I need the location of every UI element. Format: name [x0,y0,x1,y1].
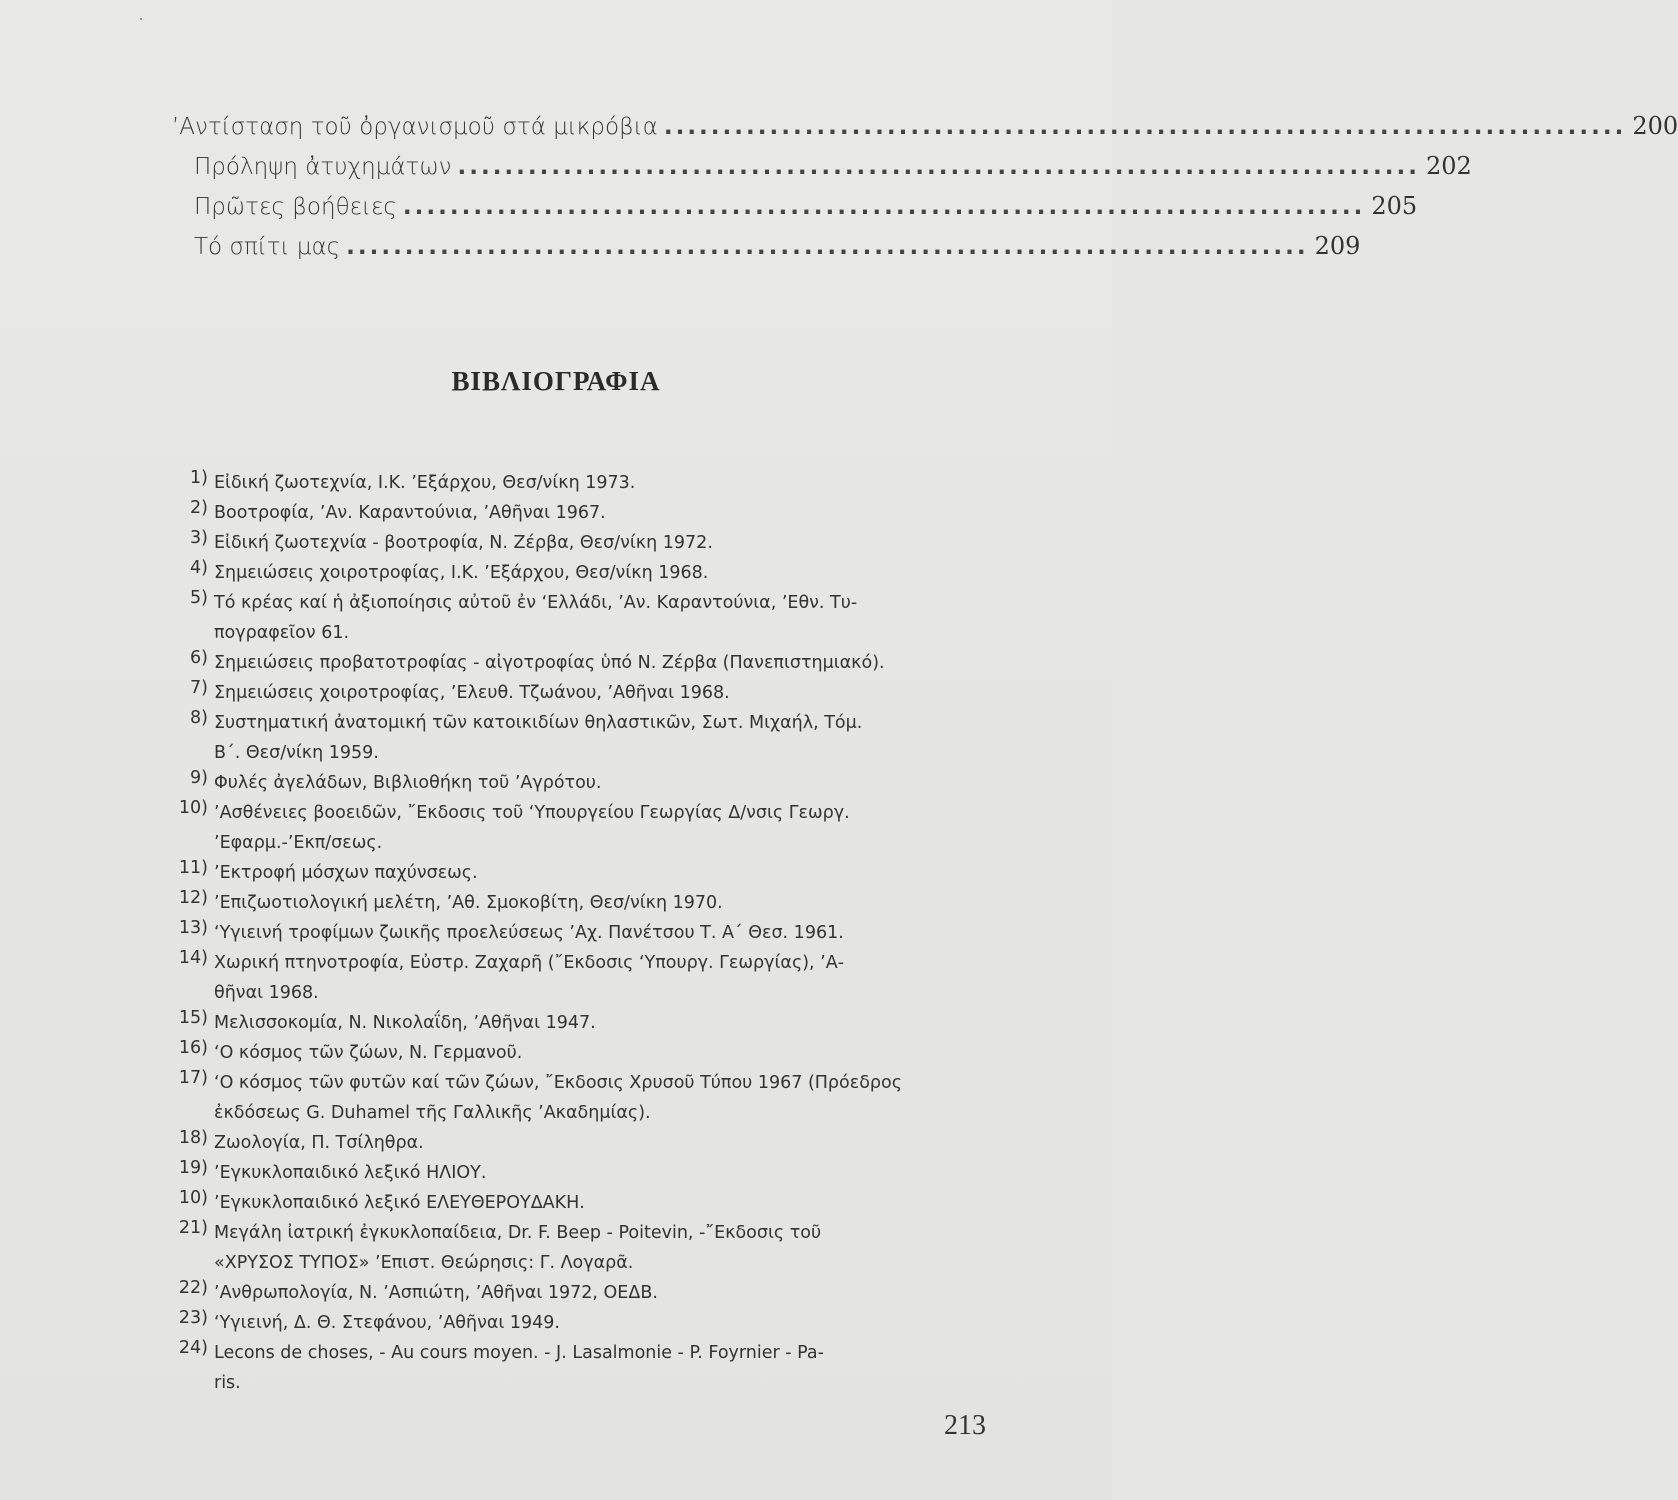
bibliography-entry-text [214,1278,998,1308]
bibliography-entry-line: Lecons de choses, - Au cours moyen. - J. Lasalmonie - P. Foyrnier - Pa- [214,1343,824,1363]
bibliography-entry [118,1068,998,1128]
bibliography-entry-number: 1) [190,468,208,488]
bibliography-entry-line: ‘Ο κόσμος τῶν ζώων, Ν. Γερμανοῦ. [214,1043,523,1063]
toc-entry-page: 202 [1425,152,1472,180]
bibliography-entry [118,1158,998,1188]
bibliography-entry [118,648,998,678]
bibliography-entry [118,678,998,708]
bibliography-entry-number: 17) [178,1068,208,1088]
bibliography-entry-line: ‘Ο κόσμος τῶν φυτῶν καί τῶν ζώων, ῎Εκδοσις Χρυσοῦ Τύπου 1967 (Πρόεδρος [214,1073,902,1093]
toc-leader-dots: .................................................................................. [346,234,1309,260]
bibliography-entry-line: Συστηματική ἀνατομική τῶν κατοικιδίων θηλαστικῶν, Σωτ. Μιχαήλ, Τόμ. [214,713,863,733]
bibliography-entry-line: Ζωολογία, Π. Τσίληθρα. [214,1133,424,1153]
bibliography-entry [118,498,998,528]
bibliography-entry-line: ’Εφαρμ.-’Εκπ/σεως. [214,833,383,853]
bibliography-entry-text [214,1128,998,1158]
bibliography-entry [118,528,998,558]
bibliography-entry-line: πογραφεῖον 61. [214,623,350,643]
bibliography-entry [118,1338,998,1398]
bibliography-entry [118,588,998,648]
bibliography-entry-text [214,558,998,588]
bibliography-entry-line: ’Ανθρωπολογία, Ν. ’Ασπιώτη, ’Αθῆναι 1972, ΟΕΔΒ. [214,1283,658,1303]
bibliography-entry [118,1218,998,1278]
bibliography-entry-line: Βοοτροφία, ’Αν. Καραντούνια, ’Αθῆναι 1967. [214,503,606,523]
bibliography-entry [118,1038,998,1068]
bibliography-entry-text [214,528,998,558]
bibliography-entry-line: θῆναι 1968. [214,983,319,1003]
bibliography-entry-line: Σημειώσεις χοιροτροφίας, Ι.Κ. ’Εξάρχου, Θεσ/νίκη 1968. [214,563,709,583]
bibliography-entry-line: ris. [214,1373,241,1393]
bibliography-entry [118,858,998,888]
bibliography-entry-text [214,708,998,768]
bibliography-entry-line: Μεγάλη ἰατρική ἐγκυκλοπαίδεια, Dr. F. Beep - Poitevin, -῎Εκδοσις τοῦ [214,1223,822,1243]
toc-entry-title: Πρῶτες βοήθειες [194,194,397,220]
table-of-contents [172,112,1678,272]
bibliography-entry-text [214,948,998,1008]
bibliography-entry [118,468,998,498]
bibliography-entry-text [214,1308,998,1338]
bibliography-entry-line: ἐκδόσεως G. Duhamel τῆς Γαλλικῆς ’Ακαδημίας). [214,1103,651,1123]
bibliography-entry-text [214,768,998,798]
bibliography-entry-text [214,1038,998,1068]
bibliography-entry-number: 15) [178,1008,208,1028]
toc-entry-title: Τό σπίτι μας [194,234,341,260]
toc-entry-page: 205 [1371,192,1418,220]
bibliography-entry-number: 13) [178,918,208,938]
bibliography-entry-number: 4) [190,558,208,578]
bibliography-entry [118,918,998,948]
toc-entry-title: Πρόληψη ἀτυχημάτων [194,154,452,180]
bibliography-entry-number: 22) [178,1278,208,1298]
bibliography-entry-text [214,1068,998,1128]
bibliography-entry-number: 19) [178,1158,208,1178]
toc-entry [172,232,1361,272]
bibliography-entry-number: 11) [178,858,208,878]
bibliography-entry-text [214,858,998,888]
bibliography-entry [118,1278,998,1308]
bibliography-entry-line: Μελισσοκομία, Ν. Νικολαΐδη, ’Αθῆναι 1947. [214,1013,596,1033]
bibliography-entry-text [214,588,998,648]
bibliography-entry-line: ‘Υγιεινή τροφίμων ζωικῆς προελεύσεως ’Αχ. Πανέτσου Τ. Α΄ Θεσ. 1961. [214,923,844,943]
bibliography-entry-number: 21) [178,1218,208,1238]
bibliography-entry-text [214,888,998,918]
bibliography-entry-line: «ΧΡΥΣΟΣ ΤΥΠΟΣ» ’Επιστ. Θεώρησις: Γ. Λογαρᾶ. [214,1253,634,1273]
bibliography-entry [118,708,998,768]
bibliography-entry-text [214,798,998,858]
bibliography-entry-line: Σημειώσεις χοιροτροφίας, ’Ελευθ. Τζωάνου, ’Αθῆναι 1968. [214,683,730,703]
bibliography-entry-line: ’Επιζωοτιολογική μελέτη, ’Αθ. Σμοκοβίτη, Θεσ/νίκη 1970. [214,893,723,913]
bibliography-entry-line: Τό κρέας καί ἡ ἀξιοποίησις αὐτοῦ ἐν ‘Ελλάδι, ’Αν. Καραντούνια, ’Εθν. Τυ- [214,593,858,613]
bibliography-entry-text [214,1218,998,1278]
bibliography-entry-line: ’Ασθένειες βοοειδῶν, ῎Εκδοσις τοῦ ‘Υπουργείου Γεωργίας Δ/νσις Γεωργ. [214,803,850,823]
toc-entry-title: ’Αντίσταση τοῦ ὀργανισμοῦ στά μικρόβια [172,114,658,140]
bibliography-entry-number: 16) [178,1038,208,1058]
bibliography-entry-line: Β΄. Θεσ/νίκη 1959. [214,743,379,763]
bibliography-entry-number: 18) [178,1128,208,1148]
bibliography-entry-text [214,1008,998,1038]
toc-entry [172,152,1472,192]
bibliography-entry-text [214,1158,998,1188]
bibliography-entry-text [214,498,998,528]
bibliography-entry [118,1308,998,1338]
bibliography-entry-text [214,468,998,498]
bibliography-entry-number: 10) [178,798,208,818]
toc-leader-dots: .................................................................................. [457,154,1420,180]
bibliography-entry [118,1128,998,1158]
bibliography-entry-number: 23) [178,1308,208,1328]
bibliography-entry [118,558,998,588]
bibliography-entry [118,1188,998,1218]
bibliography-entry-line: ’Εγκυκλοπαιδικό λεξικό ΕΛΕΥΘΕΡΟΥΔΑΚΗ. [214,1193,585,1213]
bibliography-entry-number: 6) [190,648,208,668]
bibliography-entry-text [214,678,998,708]
page-number: 213 [944,1410,986,1441]
bibliography-entry [118,798,998,858]
bibliography-entry-text [214,918,998,948]
toc-entry-page: 200 [1632,112,1678,140]
bibliography-entry-text [214,1338,998,1398]
toc-entry-page: 209 [1314,232,1361,260]
bibliography-list [118,468,998,1398]
bibliography-entry-number: 24) [178,1338,208,1358]
bibliography-entry-line: Σημειώσεις προβατοτροφίας - αἰγοτροφίας ὑπό Ν. Ζέρβα (Πανεπιστημιακό). [214,653,885,673]
bibliography-entry-line: ’Εκτροφή μόσχων παχύνσεως. [214,863,478,883]
toc-entry [172,112,1678,152]
scan-speck [140,18,142,20]
toc-leader-dots: .................................................................................. [402,194,1366,220]
bibliography-entry-number: 9) [190,768,208,788]
bibliography-entry-number: 10) [178,1188,208,1208]
bibliography-entry-line: Εἰδική ζωοτεχνία, Ι.Κ. ’Εξάρχου, Θεσ/νίκη 1973. [214,473,636,493]
bibliography-entry [118,888,998,918]
bibliography-entry-number: 2) [190,498,208,518]
bibliography-entry-number: 8) [190,708,208,728]
bibliography-entry-line: ’Εγκυκλοπαιδικό λεξικό ΗΛΙΟΥ. [214,1163,487,1183]
bibliography-entry-line: Χωρική πτηνοτροφία, Εὐστρ. Ζαχαρῆ (῎Εκδοσις ‘Υπουργ. Γεωργίας), ’Α- [214,953,845,973]
bibliography-entry-number: 3) [190,528,208,548]
bibliography-entry [118,768,998,798]
bibliography-entry-text [214,1188,998,1218]
bibliography-entry-text [214,648,998,678]
bibliography-entry-line: ‘Υγιεινή, Δ. Θ. Στεφάνου, ’Αθῆναι 1949. [214,1313,560,1333]
bibliography-entry-number: 7) [190,678,208,698]
bibliography-entry [118,948,998,1008]
bibliography-entry-number: 14) [178,948,208,968]
bibliography-entry-line: Φυλές ἀγελάδων, Βιβλιοθήκη τοῦ ’Αγρότου. [214,773,602,793]
section-heading: ΒΙΒΛΙΟΓΡΑΦΙΑ [451,366,661,396]
toc-entry [172,192,1418,232]
bibliography-entry-line: Εἰδική ζωοτεχνία - βοοτροφία, Ν. Ζέρβα, Θεσ/νίκη 1972. [214,533,713,553]
bibliography-entry-number: 12) [178,888,208,908]
bibliography-entry [118,1008,998,1038]
bibliography-entry-number: 5) [190,588,208,608]
toc-leader-dots: .................................................................................. [663,114,1627,140]
